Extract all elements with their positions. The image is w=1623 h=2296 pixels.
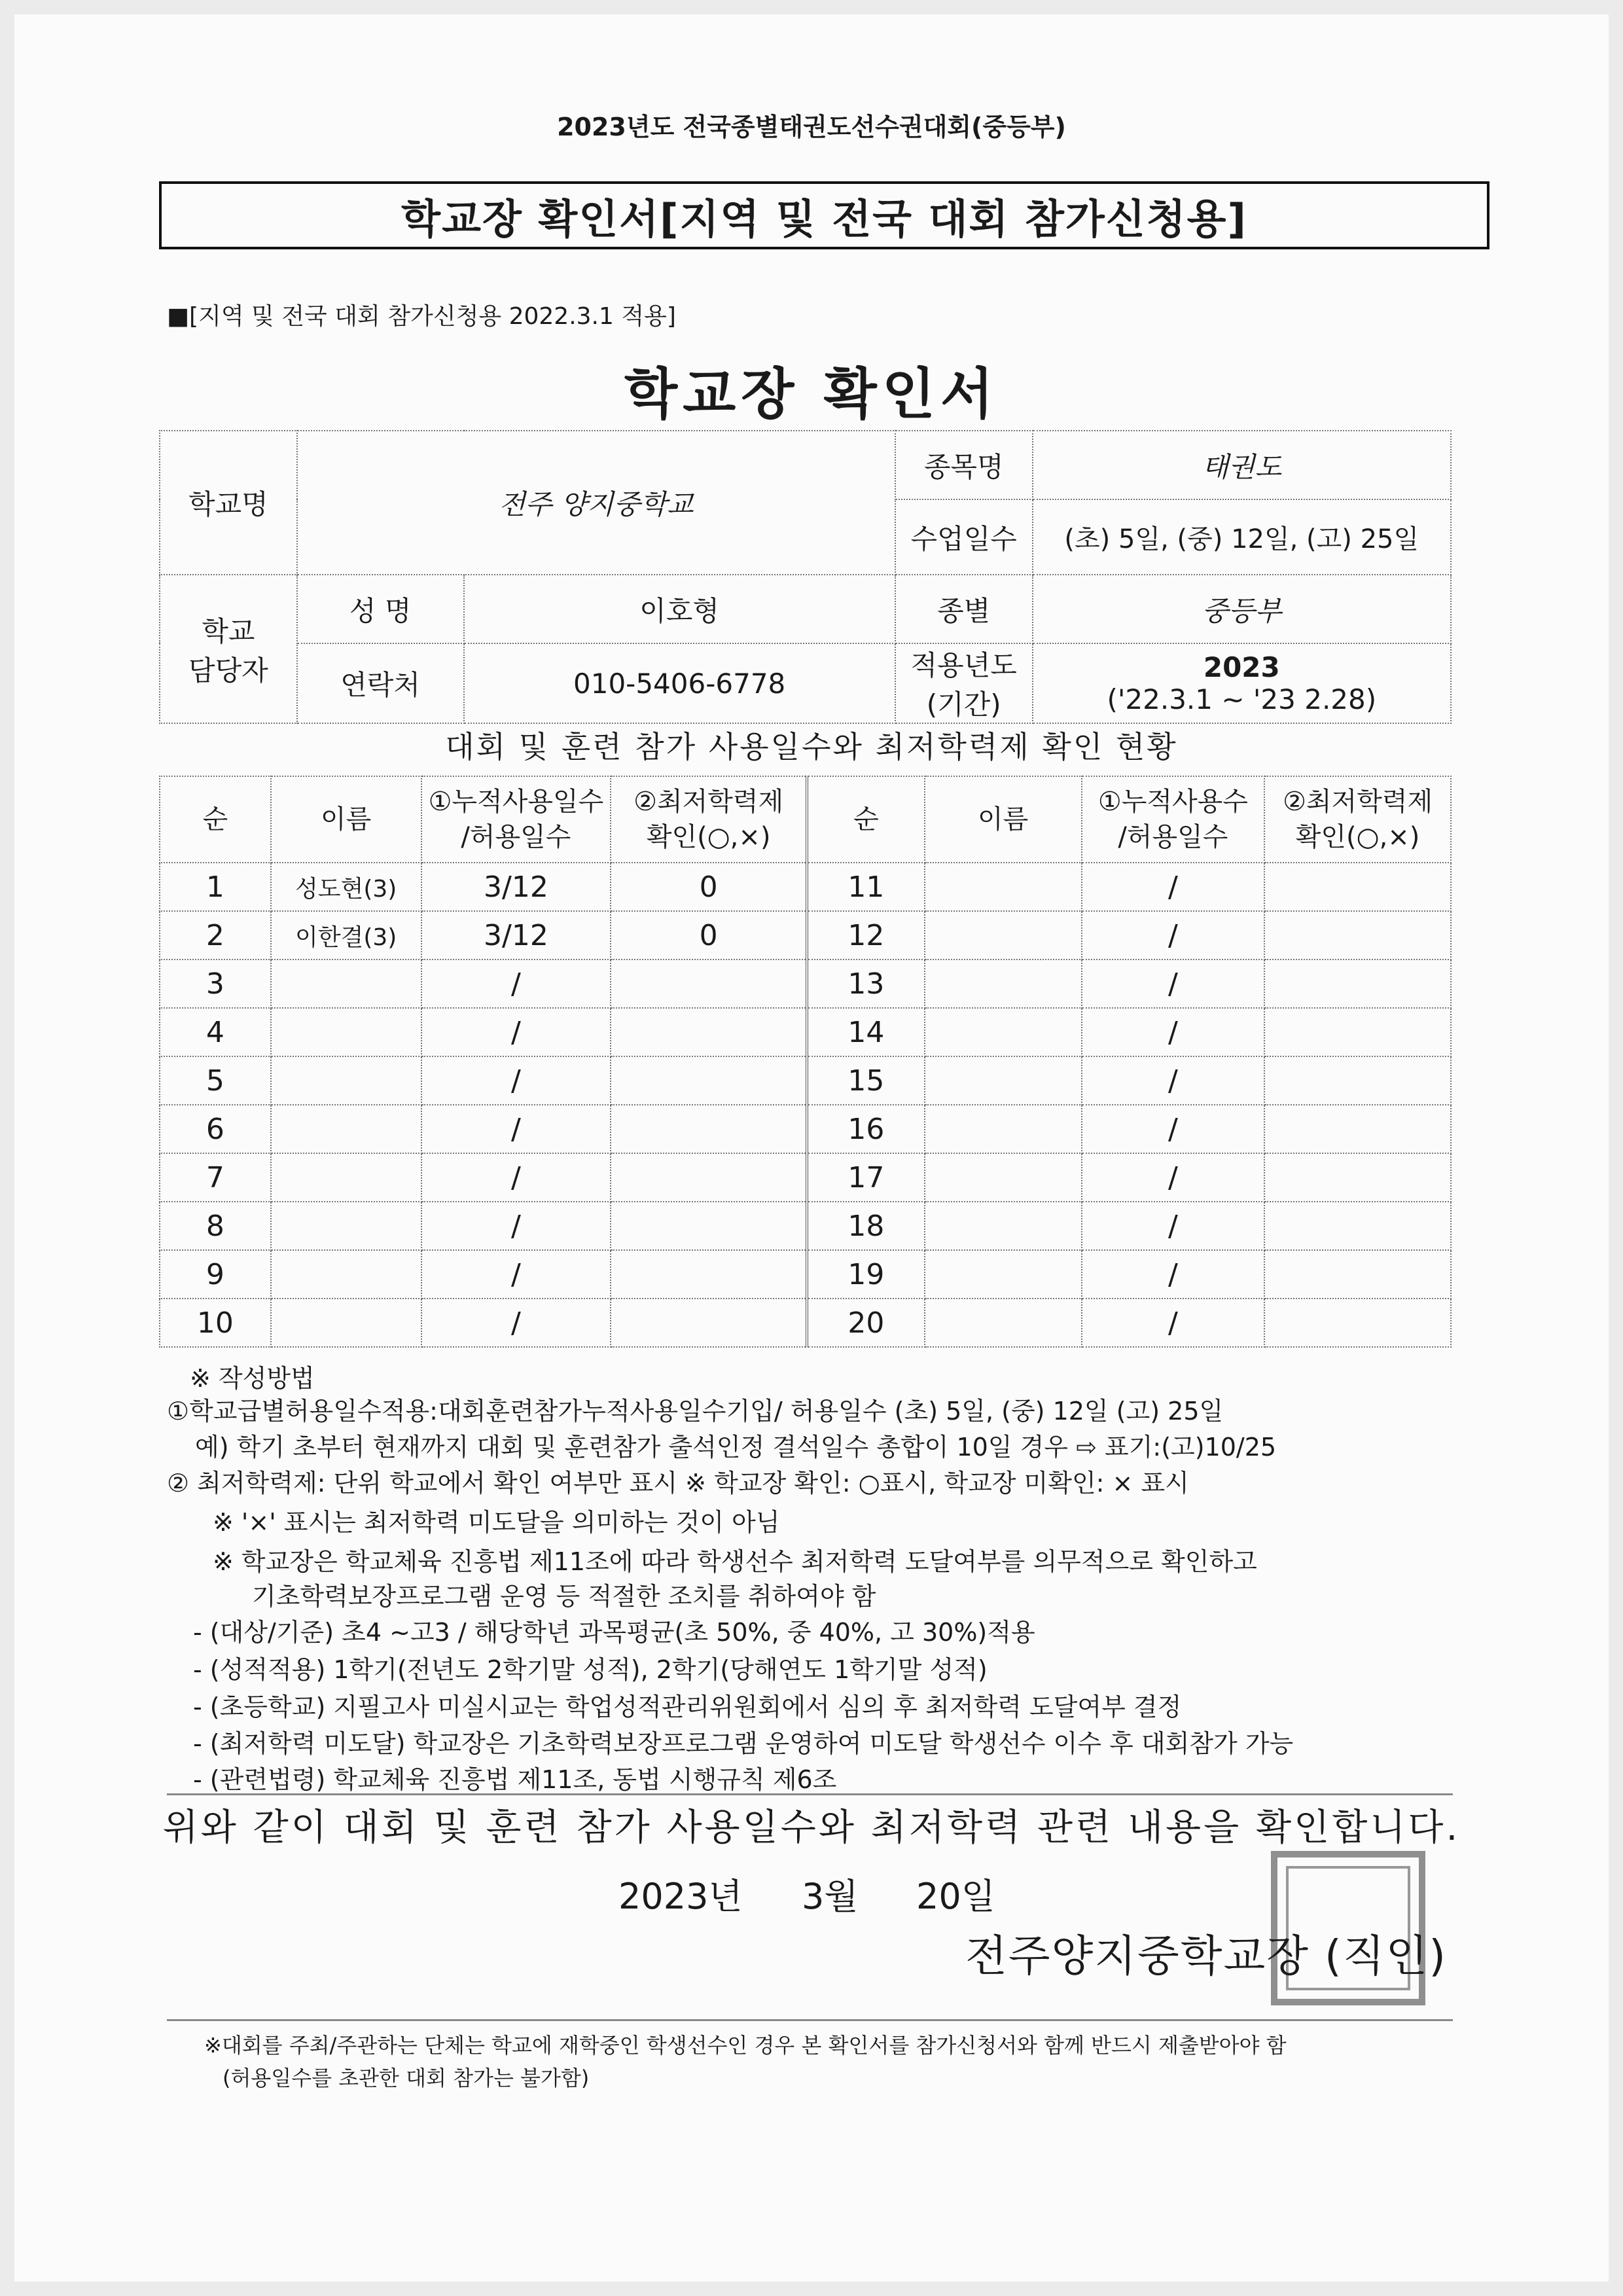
- name-value: 이호형: [464, 575, 895, 643]
- table-row: [160, 1105, 1451, 1153]
- col-check-right-line1: ②최저학력제: [1283, 787, 1433, 817]
- manager-label-line2: 담당자: [188, 654, 268, 687]
- period-value: ('22.3.1 ~ '23 2.28): [1107, 683, 1377, 715]
- row-days-right: /: [1082, 1056, 1265, 1105]
- row-check: [611, 960, 807, 1008]
- row-days-right: /: [1082, 1008, 1265, 1056]
- table-row: [160, 1056, 1451, 1105]
- row-days-right: /: [1082, 911, 1265, 960]
- row-name: [271, 1008, 421, 1056]
- row-days: /: [421, 1153, 611, 1202]
- row-days-right: /: [1082, 1250, 1265, 1299]
- col-days-right-line1: ①누적사용수: [1097, 787, 1248, 817]
- row-no-right: 16: [807, 1105, 925, 1153]
- row-check: [611, 1056, 807, 1105]
- footer-line-2: (허용일수를 초관한 대회 참가는 불가함): [223, 2066, 590, 2090]
- table-row: [160, 911, 1451, 960]
- table-row: [160, 1202, 1451, 1250]
- row-name-right: [925, 1153, 1082, 1202]
- row-check-right: [1264, 1008, 1451, 1056]
- row-check: [611, 1153, 807, 1202]
- row-name: [271, 1299, 421, 1347]
- row-days: 3/12: [421, 863, 611, 911]
- info-table: [159, 430, 1452, 724]
- row-check: [611, 1250, 807, 1299]
- note-line: - (성적적용) 1학기(전년도 2학기말 성적), 2학기(당해연도 1학기말 성적): [193, 1655, 988, 1684]
- row-no-right: 15: [807, 1056, 925, 1105]
- row-name-right: [925, 960, 1082, 1008]
- row-days: /: [421, 1105, 611, 1153]
- date-month: 3월: [802, 1876, 859, 1917]
- note-line: - (초등학교) 지필고사 미실시교는 학업성적관리위원회에서 심의 후 최저학력 도달여부 결정: [193, 1693, 1182, 1721]
- year-label: [895, 643, 1033, 723]
- note-line: ② 최저학력제: 단위 학교에서 확인 여부만 표시 ※ 학교장 확인: ○표시, 학교장 미확인: × 표시: [167, 1469, 1189, 1498]
- row-days: /: [421, 1299, 611, 1347]
- row-no: 6: [160, 1105, 271, 1153]
- row-days: /: [421, 1008, 611, 1056]
- col-check-line2: 확인(○,×): [646, 822, 771, 852]
- row-check: [611, 1008, 807, 1056]
- apply-note: ■[지역 및 전국 대회 참가신청용 2022.3.1 적용]: [167, 303, 676, 330]
- division-value: 중등부: [1033, 575, 1451, 643]
- main-title: 학교장 확인서: [624, 362, 999, 426]
- division-label: 종별: [895, 575, 1033, 643]
- row-name-right: [925, 1299, 1082, 1347]
- table-row: [160, 1299, 1451, 1347]
- class-days-value: (초) 5일, (중) 12일, (고) 25일: [1033, 499, 1451, 575]
- row-name-right: [925, 1008, 1082, 1056]
- note-line: ①학교급별허용일수적용:대회훈련참가누적사용일수기입/ 허용일수 (초) 5일, (중) 12일 (고) 25일: [167, 1397, 1224, 1426]
- footer-divider: [167, 2019, 1453, 2021]
- table-row: [160, 863, 1451, 911]
- col-check-right-line2: 확인(○,×): [1295, 822, 1420, 852]
- row-days-right: /: [1082, 960, 1265, 1008]
- notes-heading: ※ 작성방법: [190, 1364, 315, 1393]
- row-no-right: 13: [807, 960, 925, 1008]
- signer: 전주양지중학교장 (직인): [965, 1931, 1448, 1981]
- row-days-right: /: [1082, 1299, 1265, 1347]
- row-no: 1: [160, 863, 271, 911]
- sport-value: 태권도: [1033, 431, 1451, 499]
- row-days: /: [421, 1202, 611, 1250]
- row-days-right: /: [1082, 1202, 1265, 1250]
- row-check-right: [1264, 960, 1451, 1008]
- col-no: 순: [160, 776, 271, 863]
- row-no: 10: [160, 1299, 271, 1347]
- col-check-right: [1264, 776, 1451, 863]
- row-name: [271, 1056, 421, 1105]
- school-name-label: 학교명: [160, 431, 297, 575]
- contact-value: 010-5406-6778: [464, 643, 895, 723]
- row-check: [611, 1202, 807, 1250]
- confirmation-statement: 위와 같이 대회 및 훈련 참가 사용일수와 최저학력 관련 내용을 확인합니다.: [162, 1806, 1461, 1849]
- col-days-right: [1082, 776, 1265, 863]
- col-days-line1: ①누적사용일수: [428, 787, 604, 817]
- row-no-right: 12: [807, 911, 925, 960]
- row-check: [611, 1299, 807, 1347]
- row-name-right: [925, 863, 1082, 911]
- row-check: 0: [611, 863, 807, 911]
- row-name: [271, 1250, 421, 1299]
- row-days: /: [421, 1056, 611, 1105]
- col-name-right: 이름: [925, 776, 1082, 863]
- row-no: 7: [160, 1153, 271, 1202]
- note-line: - (대상/기준) 초4 ~고3 / 해당학년 과목평균(초 50%, 중 40%, 고 30%)적용: [193, 1618, 1035, 1647]
- divider: [167, 1793, 1453, 1795]
- row-check: [611, 1105, 807, 1153]
- row-days-right: /: [1082, 1153, 1265, 1202]
- row-no: 9: [160, 1250, 271, 1299]
- year-value: 2023: [1203, 651, 1280, 683]
- row-no: 5: [160, 1056, 271, 1105]
- note-line: 예) 학기 초부터 현재까지 대회 및 훈련참가 출석인정 결석일수 총합이 10일 경우 ⇨ 표기:(고)10/25: [195, 1433, 1277, 1462]
- status-table-header: [160, 776, 1451, 863]
- note-line: - (최저학력 미도달) 학교장은 기초학력보장프로그램 운영하여 미도달 학생선수 이수 후 대회참가 가능: [193, 1729, 1294, 1758]
- row-name-right: [925, 1105, 1082, 1153]
- row-no: 4: [160, 1008, 271, 1056]
- row-name-right: [925, 1250, 1082, 1299]
- year-value-cell: [1033, 643, 1451, 723]
- row-no-right: 20: [807, 1299, 925, 1347]
- name-label: 성 명: [297, 575, 464, 643]
- row-days: /: [421, 960, 611, 1008]
- table-row: [160, 1008, 1451, 1056]
- sport-label: 종목명: [895, 431, 1033, 499]
- col-no-right: 순: [807, 776, 925, 863]
- row-no-right: 14: [807, 1008, 925, 1056]
- row-no-right: 19: [807, 1250, 925, 1299]
- row-name: [271, 1153, 421, 1202]
- row-days-right: /: [1082, 863, 1265, 911]
- row-name-right: [925, 1056, 1082, 1105]
- manager-label: [160, 575, 297, 723]
- row-check: 0: [611, 911, 807, 960]
- date-year: 2023년: [618, 1876, 743, 1917]
- note-line: 기초학력보장프로그램 운영 등 적절한 조치를 취하여야 함: [252, 1582, 876, 1611]
- row-check-right: [1264, 1056, 1451, 1105]
- row-check-right: [1264, 1250, 1451, 1299]
- table-row: [160, 960, 1451, 1008]
- col-days-line2: /허용일수: [461, 822, 571, 852]
- col-days: [421, 776, 611, 863]
- boxed-title: 학교장 확인서[지역 및 전국 대회 참가신청용]: [159, 181, 1489, 249]
- row-check-right: [1264, 911, 1451, 960]
- row-check-right: [1264, 863, 1451, 911]
- row-no: 8: [160, 1202, 271, 1250]
- row-days: /: [421, 1250, 611, 1299]
- note-line: - (관련법령) 학교체육 진흥법 제11조, 동법 시행규칙 제6조: [193, 1765, 837, 1794]
- table-row: [160, 1250, 1451, 1299]
- row-no: 3: [160, 960, 271, 1008]
- row-no: 2: [160, 911, 271, 960]
- row-check-right: [1264, 1299, 1451, 1347]
- row-name: 성도현(3): [271, 863, 421, 911]
- school-name-value: 전주 양지중학교: [297, 431, 895, 575]
- row-name: [271, 960, 421, 1008]
- col-check: [611, 776, 807, 863]
- row-name: [271, 1202, 421, 1250]
- status-title: 대회 및 훈련 참가 사용일수와 최저학력제 확인 현황: [445, 729, 1178, 764]
- row-no-right: 17: [807, 1153, 925, 1202]
- year-label-line1: 적용년도: [910, 649, 1017, 681]
- contact-label: 연락처: [297, 643, 464, 723]
- status-table: [159, 776, 1452, 1348]
- row-no-right: 11: [807, 863, 925, 911]
- table-row: [160, 1153, 1451, 1202]
- row-days-right: /: [1082, 1105, 1265, 1153]
- footer-line-1: ※대회를 주최/주관하는 단체는 학교에 재학중인 학생선수인 경우 본 확인서를 참가신청서와 함께 반드시 제출받아야 함: [204, 2033, 1287, 2058]
- event-title: 2023년도 전국종별태권도선수권대회(중등부): [557, 113, 1066, 141]
- row-check-right: [1264, 1202, 1451, 1250]
- row-no-right: 18: [807, 1202, 925, 1250]
- col-check-line1: ②최저학력제: [633, 787, 784, 817]
- year-label-line2: (기간): [926, 689, 1001, 721]
- row-check-right: [1264, 1105, 1451, 1153]
- col-name: 이름: [271, 776, 421, 863]
- row-name: 이한결(3): [271, 911, 421, 960]
- note-line: ※ '×' 표시는 최저학력 미도달을 의미하는 것이 아님: [213, 1508, 780, 1537]
- col-days-right-line2: /허용일수: [1118, 822, 1228, 852]
- date-day: 20일: [916, 1876, 995, 1917]
- manager-label-line1: 학교: [202, 615, 255, 647]
- class-days-label: 수업일수: [895, 499, 1033, 575]
- row-name-right: [925, 911, 1082, 960]
- row-name: [271, 1105, 421, 1153]
- row-name-right: [925, 1202, 1082, 1250]
- note-line: ※ 학교장은 학교체육 진흥법 제11조에 따라 학생선수 최저학력 도달여부를 의무적으로 확인하고: [213, 1547, 1257, 1576]
- row-check-right: [1264, 1153, 1451, 1202]
- row-days: 3/12: [421, 911, 611, 960]
